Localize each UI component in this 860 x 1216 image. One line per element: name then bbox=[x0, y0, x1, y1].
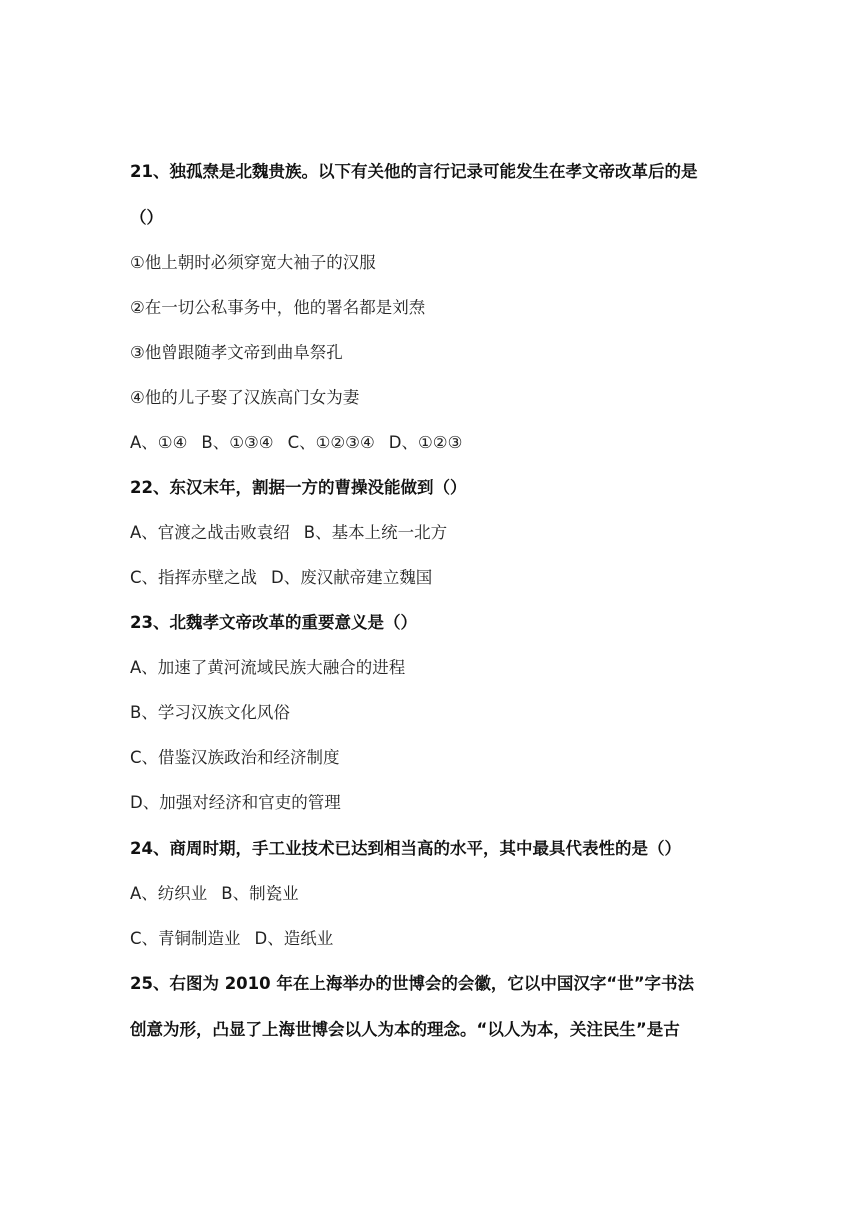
q21-option-d: D、①②③ bbox=[388, 433, 463, 452]
q21-item-1: ①他上朝时必须穿宽大袖子的汉服 bbox=[130, 253, 376, 272]
q24-stem: 24、商周时期，手工业技术已达到相当高的水平，其中最具代表性的是（） bbox=[130, 839, 681, 858]
q24-option-d: D、造纸业 bbox=[254, 929, 334, 948]
q24-options-row2 bbox=[130, 929, 333, 949]
q21-item-2: ②在一切公私事务中，他的署名都是刘焘 bbox=[130, 298, 426, 317]
q23-option-a: A、加速了黄河流域民族大融合的进程 bbox=[130, 658, 406, 677]
q21-option-c: C、①②③④ bbox=[287, 433, 375, 452]
q22-stem: 22、东汉末年，割据一方的曹操没能做到（） bbox=[130, 478, 467, 497]
q23-option-b: B、学习汉族文化风俗 bbox=[130, 703, 290, 722]
q22-option-c: C、指挥赤壁之战 bbox=[130, 568, 258, 587]
q24-option-c: C、青铜制造业 bbox=[130, 929, 241, 948]
q24-option-b: B、制瓷业 bbox=[221, 884, 299, 903]
q22-options-row1 bbox=[130, 523, 447, 543]
q21-item-4: ④他的儿子娶了汉族高门女为妻 bbox=[130, 388, 360, 407]
q21-stem-line1: 21、独孤焘是北魏贵族。以下有关他的言行记录可能发生在孝文帝改革后的是 bbox=[130, 162, 698, 181]
q25-stem-line1: 25、右图为 2010 年在上海举办的世博会的会徽，它以中国汉字“世”字书法 bbox=[130, 974, 695, 993]
q21-item-3: ③他曾跟随孝文帝到曲阜祭孔 bbox=[130, 343, 343, 362]
q21-option-a: A、①④ bbox=[130, 433, 188, 452]
q24-option-a: A、纺织业 bbox=[130, 884, 208, 903]
q21-option-b: B、①③④ bbox=[201, 433, 274, 452]
q21-stem-line2: （） bbox=[130, 208, 163, 227]
q23-stem: 23、北魏孝文帝改革的重要意义是（） bbox=[130, 613, 417, 632]
q25-stem-line2: 创意为形，凸显了上海世博会以人为本的理念。“以人为本，关注民生”是古 bbox=[130, 1020, 680, 1039]
q23-option-d: D、加强对经济和官吏的管理 bbox=[130, 793, 341, 812]
q22-options-row2 bbox=[130, 568, 432, 588]
q22-option-a: A、官渡之战击败袁绍 bbox=[130, 523, 290, 542]
q23-option-c: C、借鉴汉族政治和经济制度 bbox=[130, 748, 340, 767]
q21-options bbox=[130, 433, 462, 453]
q24-options-row1 bbox=[130, 884, 299, 904]
q22-option-b: B、基本上统一北方 bbox=[303, 523, 448, 542]
q22-option-d: D、废汉献帝建立魏国 bbox=[271, 568, 433, 587]
